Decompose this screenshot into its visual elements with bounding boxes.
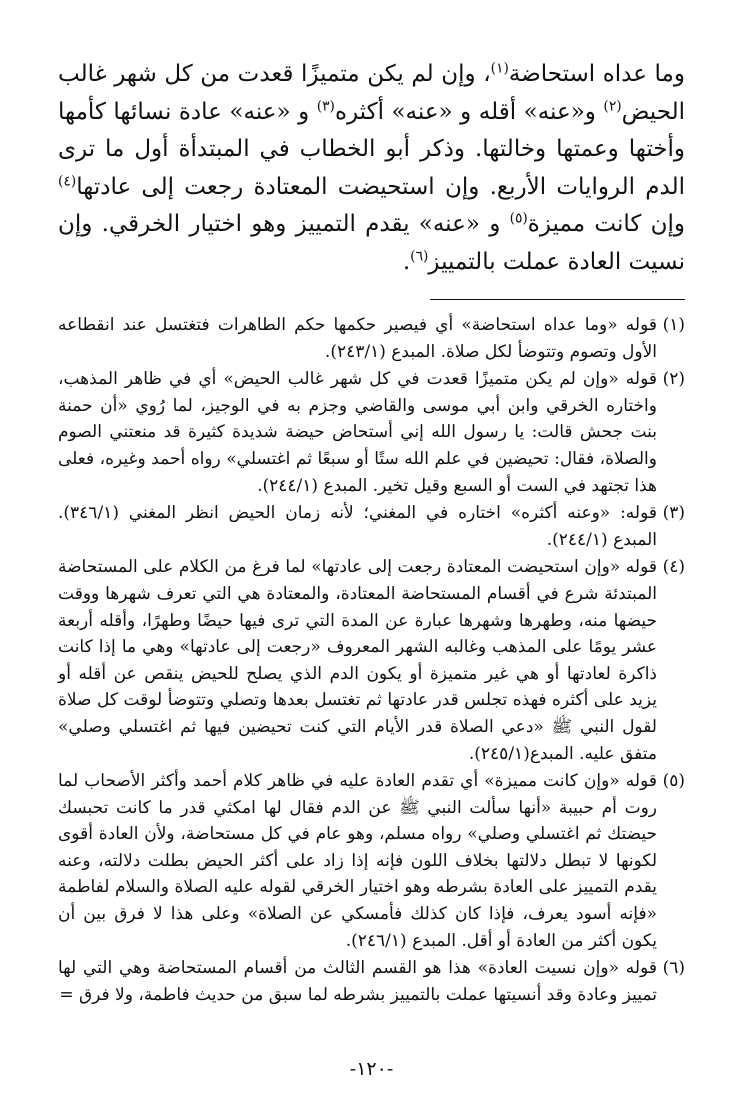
- footnote-number: (٣): [662, 503, 685, 524]
- footnote-4: [58, 554, 685, 767]
- footnote-text: قوله: «وعنه أكثره» اختاره في المغني؛ لأنه زمان الحيض انظر المغني (٣٤٦/١). المبدع (٢٤٤/١).: [58, 503, 657, 550]
- footnote-ref[interactable]: (٤): [58, 172, 77, 189]
- main-text-segment: و «عنه» عادة نسائها كأمها وأختها وعمتها وخالتها. وذكر أبو الخطاب في المبتدأة أول ما ترى الدم الروايات الأربع. وإن استحيضت المعتادة رجعت إلى عادتها: [58, 98, 685, 200]
- footnote-2: [58, 366, 685, 499]
- main-text-segment: ، وإن لم يكن متميزًا قعدت من كل شهر غالب الحيض: [58, 61, 685, 125]
- page-number: -١٢٠-: [349, 1058, 394, 1080]
- footnote-text: قوله «وإن نسيت العادة» هذا هو القسم الثالث من أقسام المستحاضة وهي التي لها تمييز وعادة وقد أنسيتها عملت بالتمييز بشرطه لما سبق من حديث فاطمة، ولا فرق =: [58, 958, 657, 1005]
- footnote-3: [58, 500, 685, 553]
- main-text-segment: وما عداه استحاضة: [508, 61, 685, 87]
- footnote-text: قوله «وإن كانت مميزة» أي تقدم العادة عليه في ظاهر كلام أحمد وأكثر الأصحاب لما روت أم حبيبة «أنها سألت النبي ﷺ عن الدم فقال لها امكثي قدر ما كانت تحبسك حيضتك ثم اغتسلي وصلي» رواه مسلم، وهو عام في كل مستحاضة، ولأن العادة أقوى لكونها لا تبطل دلالتها بخلاف اللون فإنه إذا زاد على أكثر الحيض بطلت دلالته، وعنه يقدم التمييز على العادة بشرطه وهو اختيار الخرقي لقوله عليه الصلاة والسلام لفاطمة «فإنه أسود يعرف، فإذا كان كذلك فأمسكي عن الصلاة» وعلى هذا لا فرق بين أن يكون أكثر من العادة أو أقل. المبدع (٢٤٦/١).: [58, 771, 657, 951]
- footnote-ref[interactable]: (٥): [509, 210, 528, 227]
- footnote-number: (٦): [662, 958, 685, 979]
- main-text-segment: وإن كانت مميزة: [527, 211, 685, 237]
- footnote-number: (٢): [662, 369, 685, 390]
- footnote-separator: [430, 299, 685, 300]
- footnote-ref[interactable]: (٦): [410, 247, 429, 264]
- footnote-number: (٥): [662, 771, 685, 792]
- footnote-text: قوله «وإن استحيضت المعتادة رجعت إلى عادتها» لما فرغ من الكلام على المستحاضة المبتدئة شرع في أقسام المستحاضة المعتادة، والمعتادة هي التي تعرف شهرها ووقت حيضها منه، وطهرها وشهرها عبارة عن المدة التي ترى فيها حيضًا وطهرًا، وأقله أربعة عشر يومًا على المذهب وغالبه الشهر المعروف «رجعت إلى عادتها» وهي ما إذا كانت ذاكرة لعادتها أو هي غير متميزة أو يكون الدم الذي يصلح للحيض ينقص عن أقله أو يزيد على أكثره فهذه تجلس قدر عادتها ثم تغتسل بعدها وتصلي وتتوضأ لوقت كل صلاة لقول النبي ﷺ «دعي الصلاة قدر الأيام التي كنت تحيضين فيها ثم اغتسلي وصلي» متفق عليه. المبدع(٢٤٥/١).: [58, 557, 657, 764]
- main-text-segment: و «عنه» يقدم التمييز وهو اختيار الخرقي. وإن نسيت العادة عملت بالتمييز: [58, 211, 685, 275]
- footnotes: [58, 312, 685, 1008]
- footnote-ref[interactable]: (١): [490, 60, 509, 77]
- footnote-ref[interactable]: (٢): [603, 97, 622, 114]
- footnote-number: (١): [662, 315, 685, 335]
- main-paragraph: [58, 56, 685, 281]
- footnote-5: [58, 768, 685, 954]
- main-text: [58, 56, 685, 281]
- main-text-segment: .: [402, 248, 411, 275]
- footnote-number: (٤): [662, 557, 685, 578]
- main-text-segment: و«عنه» أقله و «عنه» أكثره: [334, 98, 604, 125]
- footnote-text: قوله «وما عداه استحاضة» أي فيصير حكمها حكم الطاهرات فتغتسل عند انقطاعه الأول وتصوم وتتوضأ لكل صلاة. المبدع (٢٤٣/١).: [58, 315, 657, 362]
- footnote-text: قوله «وإن لم يكن متميزًا قعدت في كل شهر غالب الحيض» أي في ظاهر المذهب، واختاره الخرقي وابن أبي موسى والقاضي وجزم به في الوجيز، لما رُوي «أن حمنة بنت جحش قالت: يا رسول الله إني أستحاض حيضة شديدة كثيرة قد منعتني الصوم والصلاة، فقال: تحيضين في علم الله ستًا أو سبعًا ثم اغتسلي» رواه أحمد وغيره، فعلى هذا تجتهد في الست أو السبع وقيل تخير. المبدع (٢٤٤/١).: [58, 369, 657, 496]
- footnote-ref[interactable]: (٣): [316, 97, 335, 114]
- footnote-6: [58, 955, 685, 1008]
- footnote-1: [58, 312, 685, 365]
